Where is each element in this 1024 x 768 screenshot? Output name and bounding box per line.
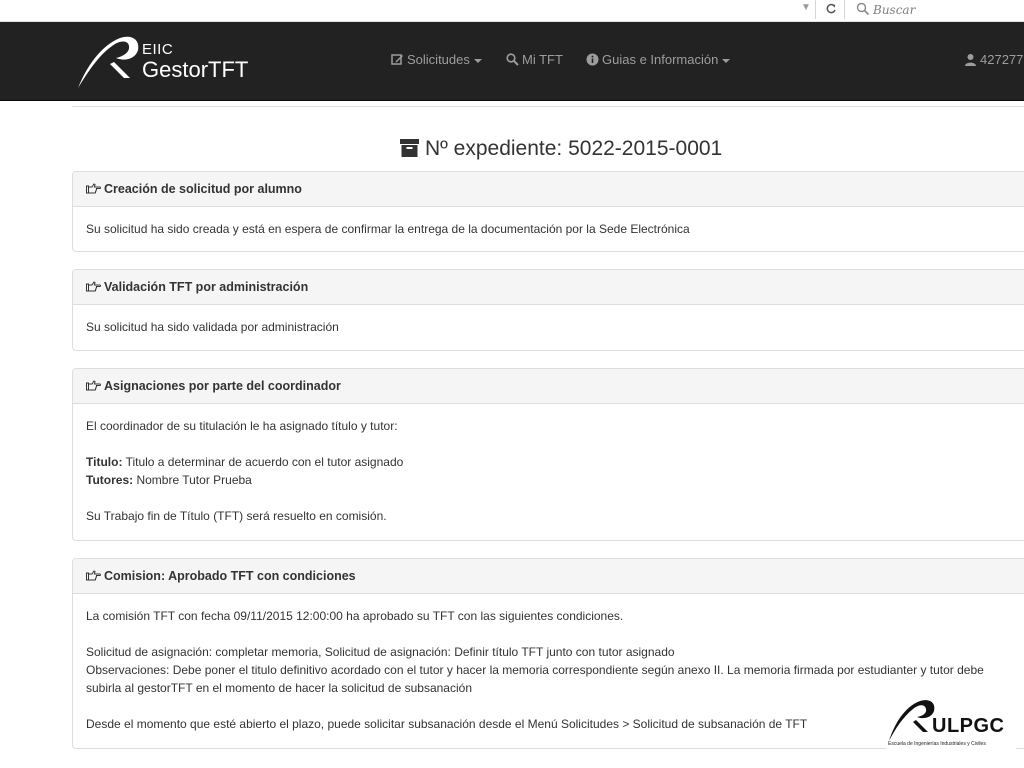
nav-guias-label: Guias e Información — [602, 52, 719, 67]
navbar — [0, 22, 1024, 101]
panel-validacion — [72, 269, 1024, 351]
browser-search-input[interactable] — [851, 0, 1024, 19]
spacer — [86, 625, 1018, 643]
panel-heading — [73, 172, 1024, 207]
page-title — [400, 137, 722, 161]
ulpgc-subtitle: Escuela de Ingenierías Industriales y Civiles — [888, 741, 986, 747]
panel-body — [73, 207, 1024, 251]
panel-comision — [72, 558, 1024, 749]
chevron-down-icon — [474, 59, 482, 63]
hand-right-icon — [86, 380, 101, 392]
hand-right-icon — [86, 570, 101, 582]
ulpgc-emblem-icon — [886, 697, 938, 743]
comision-line-2: Solicitud de asignación: completar memoria, Solicitud de asignación: Definir título TFT junto con tutor asignado — [86, 645, 675, 659]
comision-line-4: Desde el momento que esté abierto el plazo, puede solicitar subsanación desde el Menú Solicitudes > Solicitud de subsanación de TFT — [86, 717, 808, 731]
panel-footer-text: Su Trabajo fin de Título (TFT) será resuelto en comisión. — [86, 509, 387, 523]
nav-mi-tft[interactable] — [506, 52, 563, 67]
panel-text: Su solicitud ha sido validada por administración — [86, 320, 339, 334]
archive-icon — [400, 139, 419, 157]
titulo-value: Titulo a determinar de acuerdo con el tutor asignado — [125, 455, 404, 469]
info-circle-icon — [586, 53, 599, 66]
panel-asignaciones — [72, 368, 1024, 541]
browser-toolbar — [0, 0, 1024, 22]
brand-logo[interactable] — [74, 32, 264, 92]
brand-title: GestorTFT — [142, 57, 249, 82]
panel-heading — [73, 559, 1024, 594]
panel-heading — [73, 270, 1024, 305]
comision-line-1: La comisión TFT con fecha 09/11/2015 12:00:00 ha aprobado su TFT con las siguientes condiciones. — [86, 609, 624, 623]
panel-creacion — [72, 171, 1024, 252]
panel-heading-text: Validación TFT por administración — [104, 280, 309, 294]
nav-guias[interactable] — [586, 52, 730, 67]
brand-small-text: EIIC — [142, 41, 174, 58]
user-icon — [964, 53, 977, 66]
hand-right-icon — [86, 281, 101, 293]
panel-body — [73, 404, 1024, 538]
divider — [72, 104, 1024, 107]
edit-icon — [391, 53, 404, 66]
comision-observaciones: Observaciones: Debe poner el titulo definitivo acordado con el tutor y hacer la memoria correspondiente según anexo II. La memoria firmada por estudianter y tutor debe subirla al gestorTFT en el momento de hacer la solicitud de subsanación — [86, 663, 984, 695]
spacer — [86, 489, 1018, 507]
nav-user-label: 427277 — [980, 52, 1024, 67]
search-icon — [506, 53, 519, 66]
spacer — [86, 435, 1018, 453]
panel-heading-text: Comision: Aprobado TFT con condiciones — [104, 569, 356, 583]
ulpgc-name: ULPGC — [932, 715, 1005, 737]
ulpgc-logo — [886, 697, 1016, 753]
reload-button[interactable] — [818, 0, 845, 19]
nav-solicitudes[interactable] — [391, 52, 482, 67]
panel-intro: El coordinador de su titulación le ha asignado título y tutor: — [86, 419, 398, 433]
panel-heading-text: Creación de solicitud por alumno — [104, 182, 302, 196]
panel-body — [73, 594, 1024, 746]
titulo-line — [86, 453, 1018, 471]
tutores-value: Nombre Tutor Prueba — [136, 473, 252, 487]
chevron-down-icon — [722, 59, 730, 63]
reload-icon — [825, 3, 837, 15]
eiic-logo-icon — [74, 32, 144, 92]
titulo-label: Titulo: — [86, 455, 123, 469]
panel-heading-text: Asignaciones por parte del coordinador — [104, 379, 341, 393]
panel-body — [73, 305, 1024, 349]
nav-user[interactable] — [964, 52, 1023, 67]
tutores-label: Tutores: — [86, 473, 134, 487]
tutores-line — [86, 471, 1018, 489]
page-title-text: Nº expediente: 5022-2015-0001 — [425, 137, 723, 160]
hand-right-icon — [86, 183, 101, 195]
url-bar[interactable] — [0, 0, 816, 19]
spacer — [86, 697, 1018, 715]
nav-mi-tft-label: Mi TFT — [522, 52, 563, 67]
panel-heading — [73, 369, 1024, 404]
panel-text: Su solicitud ha sido creada y está en espera de confirmar la entrega de la documentación por la Sede Electrónica — [86, 222, 690, 236]
nav-solicitudes-label: Solicitudes — [407, 52, 470, 67]
url-dropdown-icon[interactable]: ▼ — [801, 2, 811, 13]
